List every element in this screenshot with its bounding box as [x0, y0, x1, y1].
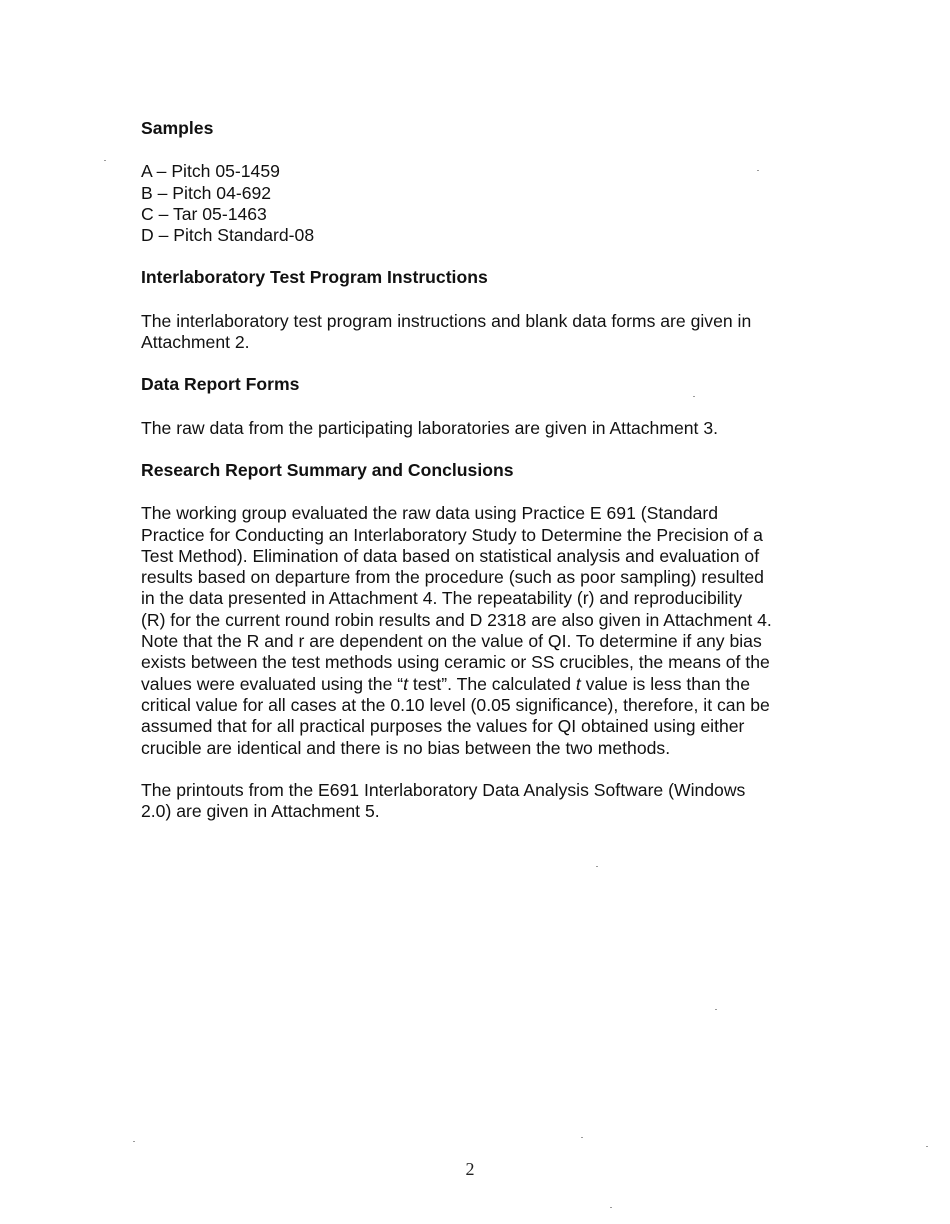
page-number: 2 — [465, 1159, 475, 1179]
page-body — [141, 118, 821, 822]
paragraph-line: Attachment 2. — [141, 332, 250, 353]
paragraph-line: results based on departure from the procedure (such as poor sampling) resulted — [141, 567, 764, 588]
paragraph-line: Note that the R and r are dependent on the value of QI. To determine if any bias — [141, 631, 762, 652]
text-run: value is less than the — [580, 673, 750, 694]
interlab-paragraph — [141, 311, 821, 354]
summary-heading: Research Report Summary and Conclusions — [141, 459, 514, 480]
paragraph-line: crucible are identical and there is no bias between the two methods. — [141, 737, 671, 758]
text-run: test”. The calculated — [408, 673, 576, 694]
italic-t: t — [403, 673, 409, 694]
paragraph-line: Test Method). Elimination of data based on statistical analysis and evaluation of — [141, 545, 760, 566]
list-item: D – Pitch Standard-08 — [141, 225, 315, 246]
interlab-heading: Interlaboratory Test Program Instructions — [141, 267, 488, 288]
list-item: C – Tar 05-1463 — [141, 203, 267, 224]
paragraph-line: Practice for Conducting an Interlaboratory Study to Determine the Precision of a — [141, 524, 763, 545]
paragraph-line: (R) for the current round robin results and D 2318 are also given in Attachment 4. — [141, 609, 772, 630]
scan-speck — [104, 160, 106, 161]
summary-paragraph — [141, 503, 821, 759]
data-forms-heading: Data Report Forms — [141, 374, 300, 395]
list-item: B – Pitch 04-692 — [141, 182, 272, 203]
italic-t: t — [575, 673, 581, 694]
scan-speck — [133, 1141, 135, 1142]
paragraph-line: The printouts from the E691 Interlaboratory Data Analysis Software (Windows — [141, 779, 746, 800]
list-item: A – Pitch 05-1459 — [141, 161, 280, 182]
paragraph-line: assumed that for all practical purposes the values for QI obtained using either — [141, 716, 745, 737]
paragraph-line: in the data presented in Attachment 4. The repeatability (r) and reproducibility — [141, 588, 743, 609]
paragraph-line — [141, 674, 821, 695]
scan-speck — [757, 170, 759, 171]
scan-speck — [610, 1207, 612, 1208]
paragraph-line: The working group evaluated the raw data using Practice E 691 (Standard — [141, 503, 719, 524]
paragraph-line: The interlaboratory test program instructions and blank data forms are given in — [141, 310, 752, 331]
printouts-paragraph — [141, 780, 821, 823]
paragraph-line: critical value for all cases at the 0.10 level (0.05 significance), therefore, it can be — [141, 694, 770, 715]
paragraph-line: 2.0) are given in Attachment 5. — [141, 801, 380, 822]
scan-speck — [926, 1146, 928, 1147]
paragraph-line: exists between the test methods using ceramic or SS crucibles, the means of the — [141, 652, 770, 673]
text-run: values were evaluated using the “ — [141, 673, 404, 694]
scan-speck — [715, 1009, 717, 1010]
data-forms-paragraph: The raw data from the participating laboratories are given in Attachment 3. — [141, 417, 718, 438]
samples-list — [141, 161, 821, 246]
samples-heading: Samples — [141, 118, 214, 138]
scan-speck — [596, 866, 598, 867]
scan-speck — [693, 396, 695, 397]
scan-speck — [581, 1137, 583, 1138]
